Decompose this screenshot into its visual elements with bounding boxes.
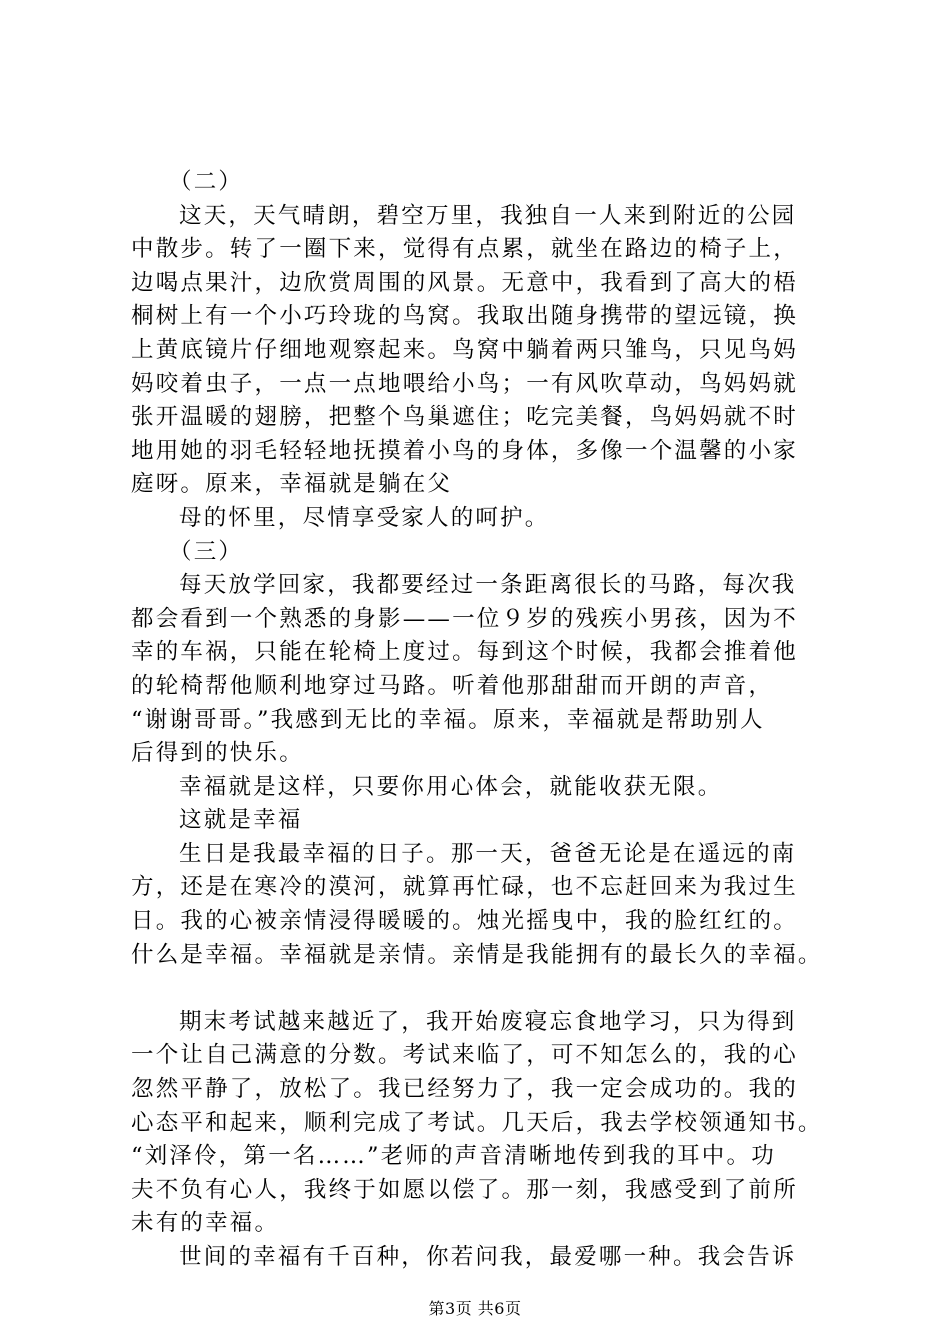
text-line: 心态平和起来，顺利完成了考试。几天后，我去学校领通知书。 <box>131 1109 823 1136</box>
text-line: 生日是我最幸福的日子。那一天，爸爸无论是在遥远的南 <box>179 840 797 867</box>
document-body <box>131 166 851 1275</box>
text-line: 世间的幸福有千百种，你若问我，最爱哪一种。我会告诉 <box>179 1244 797 1270</box>
text-line: 每天放学回家，我都要经过一条距离很长的马路，每次我 <box>179 572 797 599</box>
section-heading: （三） <box>169 538 244 565</box>
text-line: 日。我的心被亲情浸得暖暖的。烛光摇曳中，我的脸红红的。 <box>131 908 798 935</box>
text-line: 夫不负有心人，我终于如愿以偿了。那一刻，我感受到了前所 <box>131 1176 798 1203</box>
text-line: 桐树上有一个小巧玲珑的鸟窝。我取出随身携带的望远镜，换 <box>131 303 798 330</box>
text-line: “刘泽伶，第一名……”老师的声音清晰地传到我的耳中。功 <box>131 1143 776 1170</box>
text-line: 中散步。转了一圈下来，觉得有点累，就坐在路边的椅子上， <box>131 236 798 263</box>
text-line: 母的怀里，尽情享受家人的呵护。 <box>179 504 550 531</box>
text-line: 地用她的羽毛轻轻地抚摸着小鸟的身体，多像一个温馨的小家 <box>131 437 798 464</box>
text-line: 后得到的快乐。 <box>131 740 304 767</box>
text-line: 忽然平静了，放松了。我已经努力了，我一定会成功的。我的 <box>131 1076 798 1103</box>
section-heading: （二） <box>169 169 244 195</box>
text-line: 方，还是在寒冷的漠河，就算再忙碌，也不忘赶回来为我过生 <box>131 874 798 901</box>
text-line: 张开温暖的翅膀，把整个鸟巢遮住；吃完美餐，鸟妈妈就不时 <box>131 404 798 431</box>
text-line: 未有的幸福。 <box>131 1210 280 1237</box>
text-line: 妈咬着虫子，一点一点地喂给小鸟；一有风吹草动，鸟妈妈就 <box>131 370 798 397</box>
text-line: 边喝点果汁，边欣赏周围的风景。无意中，我看到了高大的梧 <box>131 269 798 296</box>
blank-line <box>131 972 851 1006</box>
text-line: 幸福就是这样，只要你用心体会，就能收获无限。 <box>179 773 723 800</box>
text-line: 幸的车祸，只能在轮椅上度过。每到这个时候，我都会推着他 <box>131 639 798 666</box>
text-line: 一个让自己满意的分数。考试来临了，可不知怎么的，我的心 <box>131 1042 798 1069</box>
text-line: 这天，天气晴朗，碧空万里，我独自一人来到附近的公园 <box>179 202 797 229</box>
text-line: 的轮椅帮他顺利地穿过马路。听着他那甜甜而开朗的声音， <box>131 672 774 699</box>
text-line: 庭呀。原来，幸福就是躺在父 <box>131 471 453 498</box>
text-line: “谢谢哥哥。”我感到无比的幸福。原来，幸福就是帮助别人 <box>131 706 765 733</box>
text-line: 期末考试越来越近了，我开始废寝忘食地学习，只为得到 <box>179 1008 797 1035</box>
page-footer: 第3页 共6页 <box>428 1299 522 1318</box>
text-line: 上黄底镜片仔细地观察起来。鸟窝中躺着两只雏鸟，只见鸟妈 <box>131 336 798 363</box>
text-line: 都会看到一个熟悉的身影——一位９岁的残疾小男孩，因为不 <box>131 605 798 632</box>
text-line: 什么是幸福。幸福就是亲情。亲情是我能拥有的最长久的幸福。 <box>131 941 823 968</box>
text-line: 这就是幸福 <box>179 807 303 834</box>
